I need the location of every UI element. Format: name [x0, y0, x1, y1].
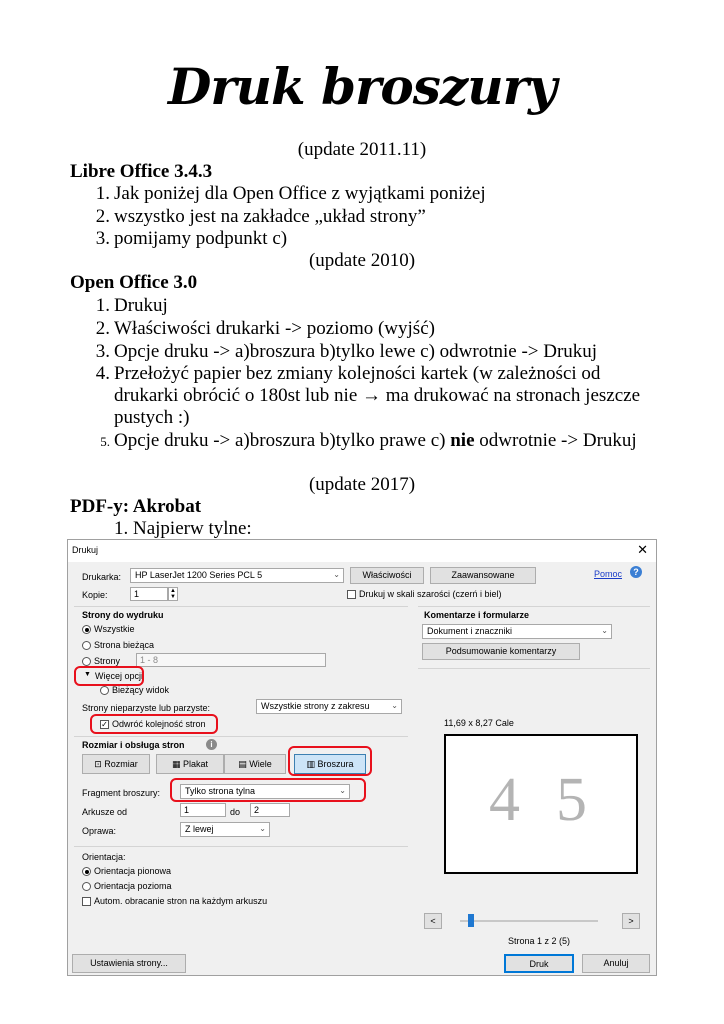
size-button-label: Rozmiar — [104, 759, 138, 769]
comments-summary-button[interactable]: Podsumowanie komentarzy — [422, 643, 580, 660]
list-number: 2. — [95, 318, 110, 339]
poster-button-label: Plakat — [183, 759, 209, 769]
booklet-subset-label: Fragment broszury: — [82, 788, 161, 798]
printer-label: Drukarka: — [82, 572, 122, 582]
poster-button[interactable] — [156, 754, 224, 774]
binding-label: Oprawa: — [82, 826, 117, 836]
poster-icon: ▦ — [171, 759, 183, 769]
multiple-button-label: Wiele — [249, 759, 272, 769]
info-icon[interactable]: i — [206, 739, 217, 750]
binding-value: Z lewej — [185, 824, 214, 834]
radio-current-page[interactable] — [82, 641, 91, 650]
chevron-down-icon: ⌄ — [333, 570, 340, 579]
print-button[interactable]: Druk — [504, 954, 574, 973]
highlight-box — [74, 666, 144, 686]
list-number: 3. — [95, 341, 110, 362]
list-item: 1. Najpierw tylne: — [114, 518, 252, 539]
auto-rotate-checkbox[interactable] — [82, 897, 91, 906]
list-number: 2. — [95, 206, 110, 227]
list-item: pomijamy podpunkt c) — [114, 228, 288, 249]
odd-even-value: Wszystkie strony z zakresu — [261, 701, 370, 711]
radio-current-label: Strona bieżąca — [94, 640, 155, 650]
comments-value: Dokument i znaczniki — [427, 626, 513, 636]
chevron-down-icon: ⌄ — [391, 701, 398, 710]
help-icon[interactable]: ? — [630, 566, 642, 578]
booklet-subset-value: Tylko strona tylna — [185, 786, 256, 796]
printer-value: HP LaserJet 1200 Series PCL 5 — [135, 570, 263, 580]
orientation-label: Orientacja: — [82, 852, 126, 862]
sizing-section-heading: Rozmiar i obsługa stron — [82, 740, 185, 750]
prev-page-button[interactable]: < — [424, 913, 442, 929]
multiple-icon: ▤ — [238, 759, 250, 769]
paper-size-label: 11,69 x 8,27 Cale — [444, 718, 514, 728]
triangle-down-icon[interactable]: ▼ — [84, 671, 91, 678]
radio-pages[interactable] — [82, 657, 91, 666]
reverse-pages-checkbox[interactable]: ✓ — [101, 720, 108, 729]
list-item — [114, 430, 637, 452]
chevron-down-icon: ⌄ — [601, 626, 608, 635]
copies-input[interactable]: 1 — [130, 587, 168, 601]
page-slider-handle[interactable] — [468, 914, 474, 927]
list-item-continuation: drukarki obrócić o 180st lub nie → ma drukować na stronach jeszcze — [114, 385, 641, 406]
advanced-button[interactable]: Zaawansowane — [430, 567, 536, 584]
list-number: 1. — [95, 295, 110, 316]
booklet-icon: ▥ — [306, 759, 318, 769]
more-options-toggle[interactable]: Więcej opcji — [95, 671, 144, 681]
chevron-down-icon: ⌄ — [259, 824, 266, 833]
portrait-label: Orientacja pionowa — [94, 866, 172, 876]
cancel-button[interactable]: Anuluj — [582, 954, 650, 973]
sheets-to-label: do — [230, 807, 241, 817]
pdf-heading: PDF-y: Akrobat — [70, 496, 202, 517]
landscape-label: Orientacja pozioma — [94, 881, 172, 891]
list-item: Drukuj — [114, 295, 168, 316]
comments-select[interactable] — [422, 624, 612, 639]
pages-section-heading: Strony do wydruku — [82, 610, 164, 620]
page-slider-track[interactable] — [460, 920, 598, 922]
list-item-emphasis: nie — [450, 430, 475, 451]
divider — [74, 606, 408, 607]
next-page-button[interactable]: > — [622, 913, 640, 929]
pages-range-input[interactable]: 1 - 8 — [136, 653, 326, 667]
page-counter: Strona 1 z 2 (5) — [508, 936, 571, 946]
dialog-titlebar — [68, 540, 656, 562]
divider — [74, 736, 408, 737]
binding-select[interactable] — [180, 822, 270, 837]
print-dialog — [67, 539, 657, 976]
odd-even-label: Strony nieparzyste lub parzyste: — [82, 703, 211, 713]
printer-select[interactable] — [130, 568, 344, 583]
list-item-text: odwrotnie -> Drukuj — [474, 430, 637, 451]
radio-landscape[interactable] — [82, 882, 91, 891]
print-preview — [444, 734, 638, 874]
comments-section-heading: Komentarze i formularze — [424, 610, 530, 620]
current-view-label: Bieżący widok — [112, 685, 170, 695]
update-note-2010: (update 2010) — [308, 250, 416, 271]
list-item: Jak poniżej dla Open Office z wyjątkami poniżej — [114, 183, 486, 204]
list-number: 4. — [95, 363, 110, 384]
help-link[interactable]: Pomoc — [594, 569, 623, 579]
grayscale-label: Drukuj w skali szarości (czerń i biel) — [359, 589, 502, 599]
grayscale-checkbox[interactable] — [347, 590, 356, 599]
properties-button[interactable]: Właściwości — [350, 567, 424, 584]
update-note-2017: (update 2017) — [308, 474, 416, 495]
list-item: Opcje druku -> a)broszura b)tylko lewe c) odwrotnie -> Drukuj — [114, 341, 598, 362]
page-setup-button[interactable]: Ustawienia strony... — [72, 954, 186, 973]
close-icon[interactable]: ✕ — [637, 542, 648, 557]
radio-all-pages[interactable] — [82, 625, 91, 634]
list-number: 5. — [100, 434, 110, 449]
highlight-box — [288, 746, 372, 776]
preview-page-numbers: 45 — [489, 766, 623, 834]
size-icon: ⊡ — [94, 759, 105, 769]
libre-office-heading: Libre Office 3.4.3 — [70, 161, 213, 182]
open-office-heading: Open Office 3.0 — [70, 272, 198, 293]
dialog-title: Drukuj — [72, 545, 99, 555]
list-item-continuation: pustych :) — [114, 407, 190, 428]
multiple-button[interactable] — [224, 754, 286, 774]
sheets-from-input[interactable]: 1 — [180, 803, 226, 817]
sheets-label: Arkusze od — [82, 807, 128, 817]
list-item-text: Opcje druku -> a)broszura b)tylko prawe c) — [114, 430, 451, 451]
highlight-box — [90, 714, 218, 734]
list-item: Właściwości drukarki -> poziomo (wyjść) — [114, 318, 435, 339]
divider — [418, 606, 650, 607]
update-note-2011: (update 2011.11) — [297, 139, 427, 160]
size-button[interactable] — [82, 754, 150, 774]
copies-label: Kopie: — [82, 590, 108, 600]
auto-rotate-label: Autom. obracanie stron na każdym arkuszu — [94, 896, 268, 906]
reverse-pages-label: Odwróć kolejność stron — [112, 719, 206, 729]
copies-stepper[interactable]: ▲ ▼ — [168, 587, 178, 601]
chevron-down-icon: ⌄ — [339, 786, 346, 795]
radio-portrait[interactable] — [82, 867, 91, 876]
booklet-button-label: Broszura — [317, 759, 354, 769]
odd-even-select[interactable] — [256, 699, 402, 714]
sheets-to-input[interactable]: 2 — [250, 803, 290, 817]
divider — [74, 846, 408, 847]
list-item: wszystko jest na zakładce „układ strony” — [114, 206, 426, 227]
radio-all-label: Wszystkie — [94, 624, 135, 634]
highlight-box — [170, 778, 366, 802]
divider — [418, 668, 650, 669]
list-number: 3. — [95, 228, 110, 249]
list-number: 1. — [95, 183, 110, 204]
radio-current-view[interactable] — [100, 686, 109, 695]
document-title: Druk broszury — [167, 57, 557, 116]
radio-pages-label: Strony — [94, 656, 121, 666]
list-item: Przełożyć papier bez zmiany kolejności kartek (w zależności od — [114, 363, 601, 384]
